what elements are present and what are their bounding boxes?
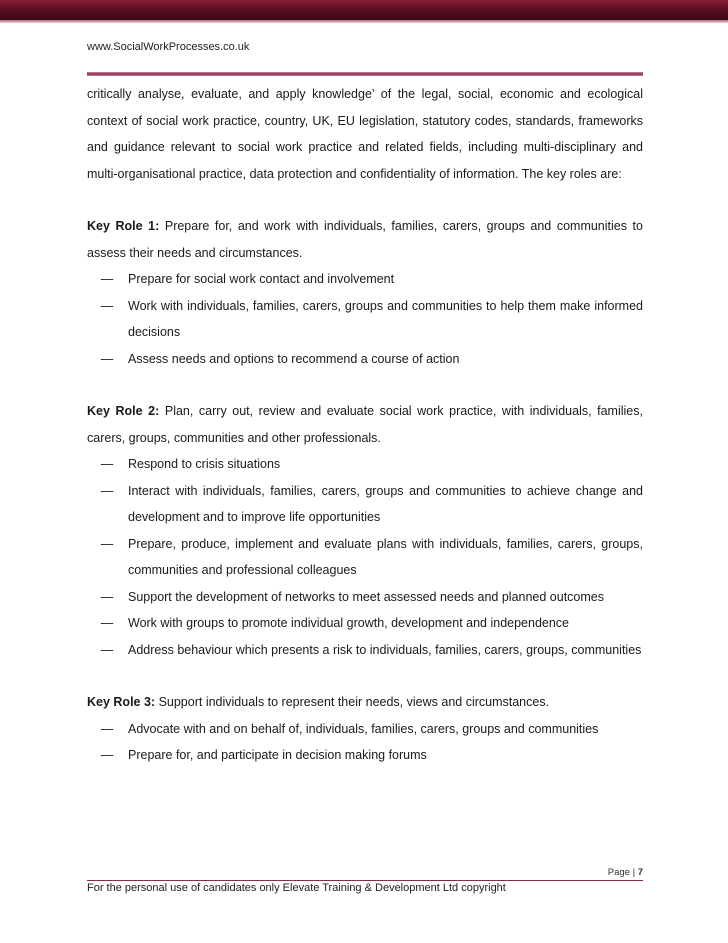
key-role-1-paragraph [87,213,643,266]
footer-divider [87,880,643,881]
list-item-text: Prepare, produce, implement and evaluate plans with individuals, families, carers, groups, communities and professional colleagues [128,536,643,577]
key-role-3-paragraph [87,689,643,716]
key-role-3-label: Key Role 3: [87,695,156,709]
list-item [87,346,643,373]
dash-bullet: — [100,616,114,630]
footer-copyright: For the personal use of candidates only Elevate Training & Development Ltd copyright [87,882,506,894]
list-item [87,716,643,743]
dash-bullet: — [100,457,114,471]
page-number [608,867,643,878]
list-item [87,266,643,293]
dash-bullet: — [100,642,114,657]
list-item [87,293,643,346]
list-item-text: Address behaviour which presents a risk to individuals, families, carers, groups, communities [128,642,642,657]
dash-bullet: — [100,272,114,286]
list-item-text: Prepare for social work contact and involvement [128,272,395,286]
key-role-1-label: Key Role 1: [87,219,160,233]
header-divider [87,72,643,76]
top-banner-edge [0,20,728,23]
list-item-text: Assess needs and options to recommend a course of action [128,351,460,366]
list-item-text: Advocate with and on behalf of, individuals, families, carers, groups and communities [128,721,599,736]
key-role-3-list [87,716,643,769]
list-item-text: Work with individuals, families, carers, groups and communities to help them make informed decisions [128,298,643,339]
dash-bullet: — [100,536,114,551]
key-role-3-text: Support individuals to represent their needs, views and circumstances. [155,695,550,709]
list-item [87,451,643,478]
dash-bullet: — [100,589,114,604]
list-item-text: Prepare for, and participate in decision making forums [128,748,427,762]
page-number-value: 7 [637,867,643,878]
list-item [87,610,643,637]
key-role-2-paragraph [87,398,643,451]
list-item [87,742,643,769]
list-item [87,584,643,611]
page-label: Page | [607,867,636,878]
list-item-text: Interact with individuals, families, carers, groups and communities to achieve change and development and to improve life opportunities [128,483,643,524]
header-url: www.SocialWorkProcesses.co.uk [87,41,250,53]
intro-paragraph: critically analyse, evaluate, and apply knowledge’ of the legal, social, economic and ecological context of social work practice, country, UK, EU legislation, statutory codes, standards, frameworks and guidance relevant to social work practice and related fields, including multi-disciplinary and multi-organisational practice, data protection and confidentiality of information. The key roles are: [87,87,643,181]
dash-bullet: — [100,298,114,313]
dash-bullet: — [100,483,114,498]
key-role-2-text: Plan, carry out, review and evaluate social work practice, with individuals, families, carers, groups, communities and other professionals. [87,404,643,445]
list-item [87,531,643,584]
key-role-2-label: Key Role 2: [87,404,160,418]
document-body [87,81,643,769]
dash-bullet: — [100,351,114,366]
list-item [87,478,643,531]
top-banner [0,0,728,20]
list-item-text: Respond to crisis situations [128,457,281,471]
key-role-1-list [87,266,643,372]
dash-bullet: — [100,748,114,762]
key-role-2-list [87,451,643,663]
dash-bullet: — [100,721,114,736]
list-item-text: Work with groups to promote individual growth, development and independence [128,616,570,630]
key-role-1-text: Prepare for, and work with individuals, families, carers, groups and communities to assess their needs and circumstances. [87,219,643,260]
list-item [87,637,643,664]
list-item-text: Support the development of networks to meet assessed needs and planned outcomes [128,589,604,604]
